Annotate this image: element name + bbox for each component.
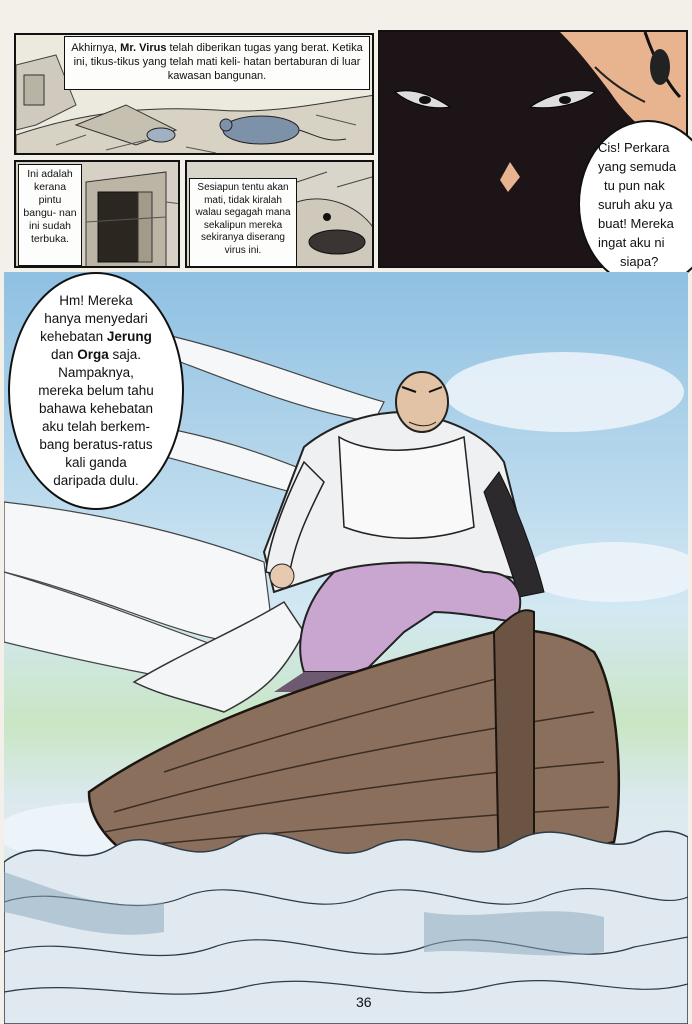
bubble-line: Cis! Perkara xyxy=(598,139,670,155)
bubble-line xyxy=(38,346,154,364)
panel-dead-rats xyxy=(14,33,374,155)
caption-post-text: telah diberikan tugas yang berat. Ketika ini, tikus-tikus yang telah mati keli- hatan bertaburan di luar kawasan bangunan. xyxy=(73,42,363,82)
bubble-line-pre: kehebatan xyxy=(40,329,107,344)
caption-virus-attack: Sesiapun tentu akan mati, tidak kiralah walau segagah mana sekalipun mereka sekiranya diserang virus ini. xyxy=(189,178,297,268)
caption-mr-virus-task xyxy=(64,36,370,90)
bubble-line: aku telah berkem- xyxy=(41,419,151,434)
bubble-line: buat! Mereka xyxy=(598,215,674,231)
panel-open-door xyxy=(14,160,180,268)
caption-mr-virus-name: Mr. Virus xyxy=(120,42,167,54)
bubble-line: siapa? xyxy=(620,253,659,269)
page-number: 36 xyxy=(356,994,372,1010)
bubble-line: ingat aku ni xyxy=(598,234,665,250)
bubble-line: kali ganda xyxy=(65,455,127,470)
name-jerung: Jerung xyxy=(106,329,152,344)
bubble-line: bang beratus-ratus xyxy=(39,437,153,452)
caption-pre-text: Akhirnya, xyxy=(71,42,121,54)
bubble-line-post: saja. xyxy=(108,347,142,362)
bubble-line: mereka belum tahu xyxy=(38,383,154,398)
speech-bubble-hm-mereka xyxy=(8,272,184,510)
bubble-line: daripada dulu. xyxy=(53,473,139,488)
bubble-line xyxy=(38,328,154,346)
bubble-line: yang semuda xyxy=(598,158,677,174)
panel-rat-closeup xyxy=(185,160,374,268)
name-orga: Orga xyxy=(77,347,109,362)
bubble-line: bahawa kehebatan xyxy=(38,401,154,416)
bubble-line: suruh aku ya xyxy=(598,196,673,212)
bubble-line: Hm! Mereka xyxy=(59,293,133,308)
bubble-line: tu pun nak xyxy=(604,177,665,193)
caption-door-open: Ini adalah kerana pintu bangu- nan ini sudah terbuka. xyxy=(18,164,82,266)
bubble-line: hanya menyedari xyxy=(44,311,148,326)
bubble-line-pre: dan xyxy=(50,347,78,362)
bubble-line: Nampaknya, xyxy=(58,365,134,380)
